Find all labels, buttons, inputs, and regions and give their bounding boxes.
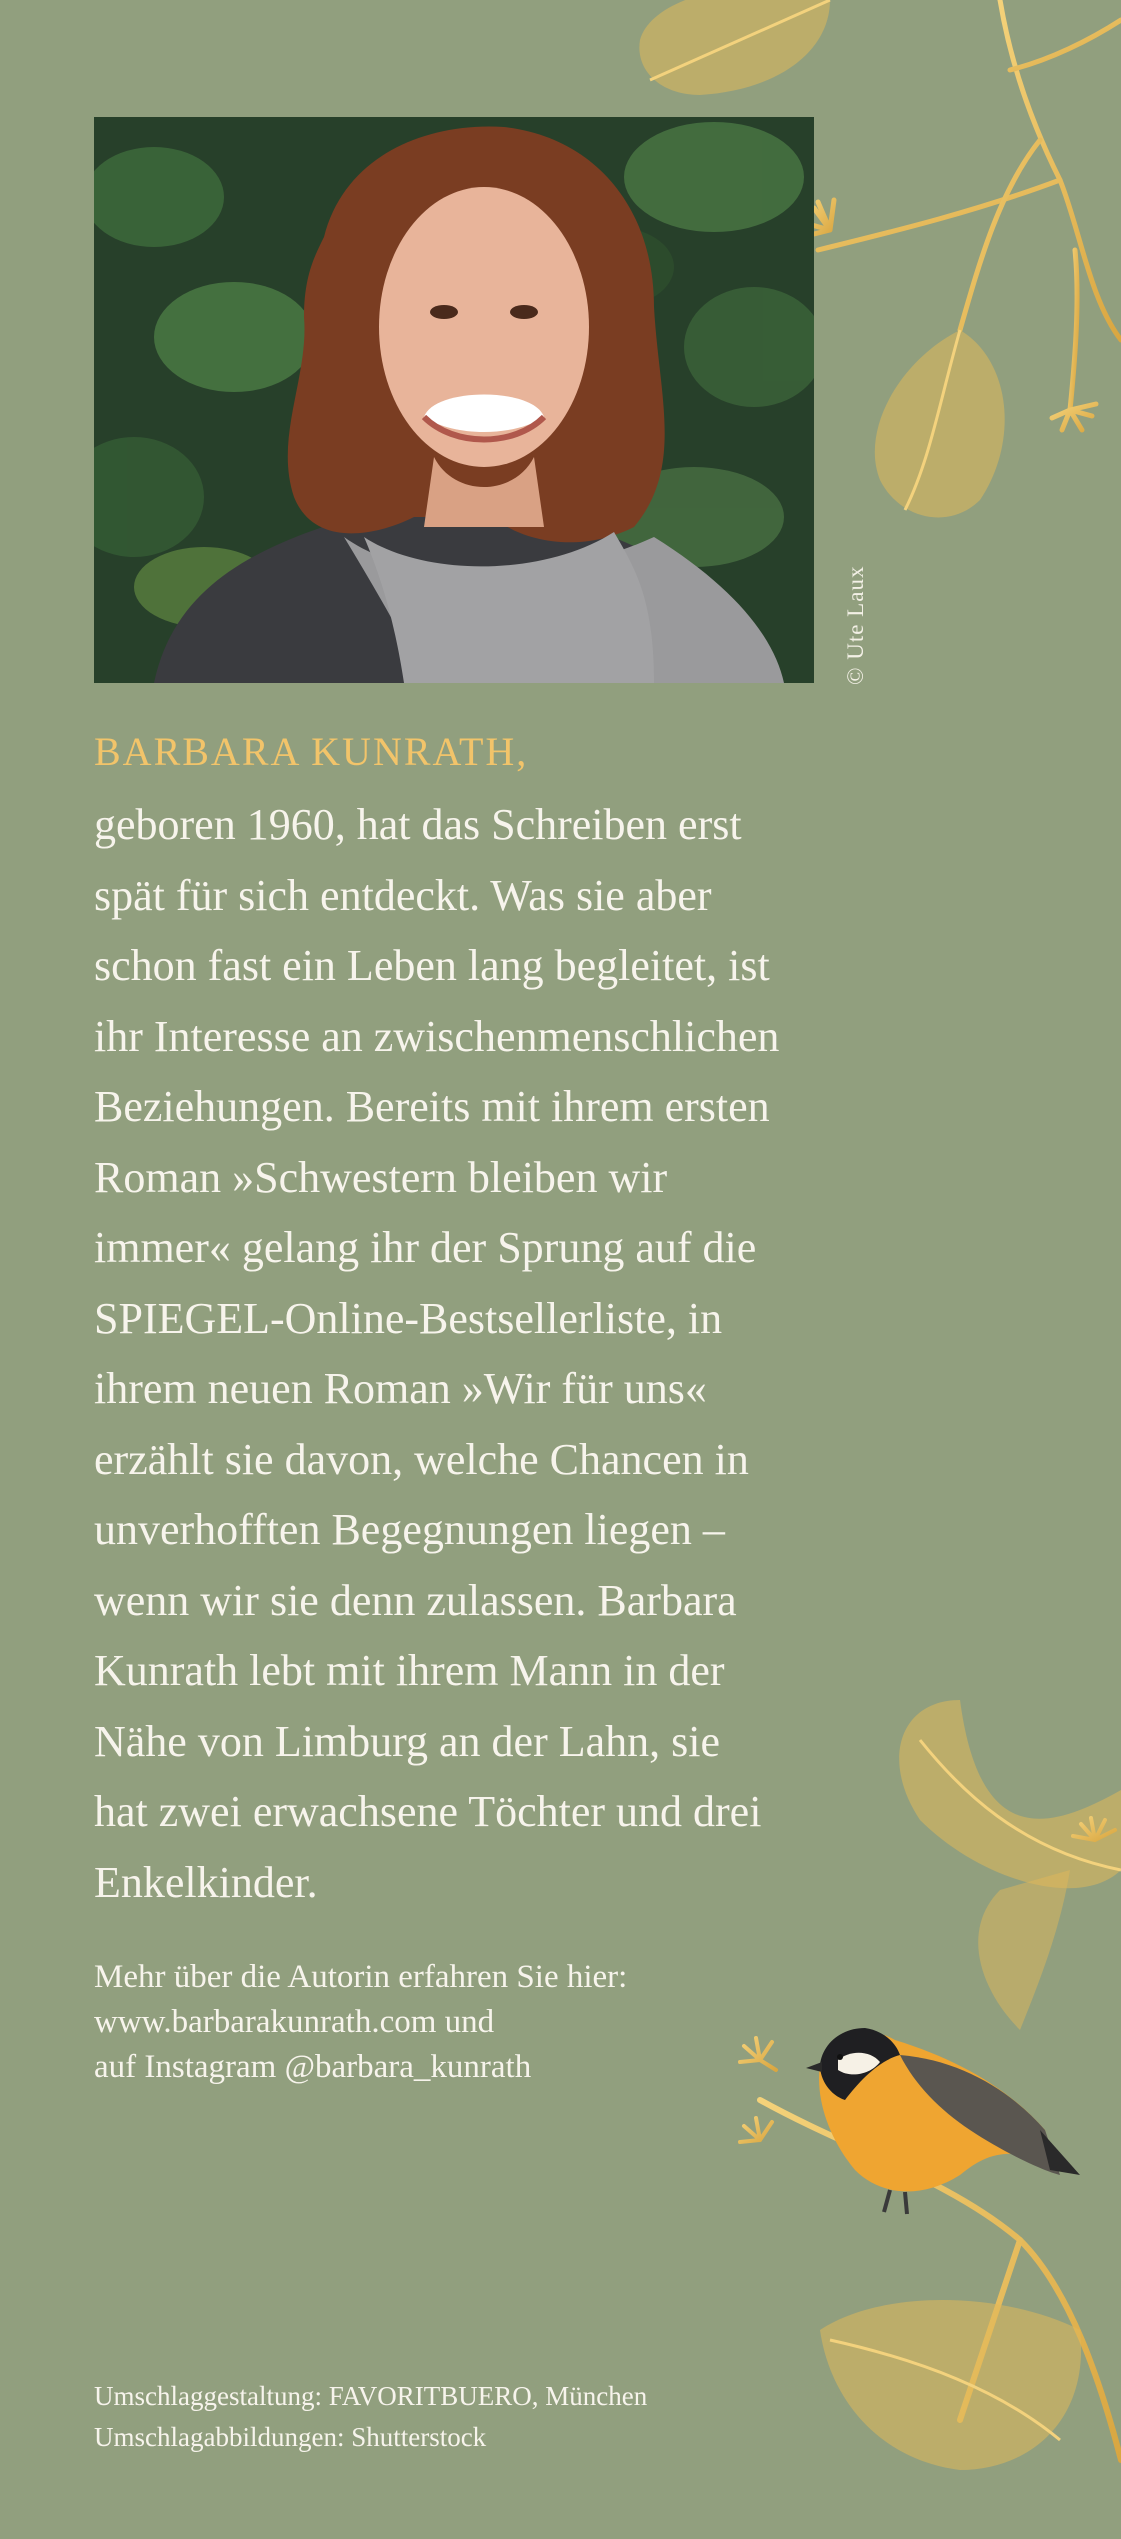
bio-line: Enkelkinder.	[94, 1857, 318, 1907]
bio-line: hat zwei erwachsene Töchter und drei	[94, 1787, 762, 1836]
author-name: BARBARA KUNRATH,	[94, 729, 529, 774]
imprint	[94, 2376, 647, 2458]
bio-line: immer« gelang ihr der Sprung auf die	[94, 1223, 757, 1272]
bio-line: ihrem neuen Roman »Wir für uns«	[94, 1364, 707, 1413]
author-biography	[94, 790, 974, 1918]
bird-icon	[806, 2028, 1080, 2214]
more-info	[94, 1955, 627, 2090]
bio-line: wenn wir sie denn zulassen. Barbara	[94, 1575, 737, 1625]
bio-line: Kunrath lebt mit ihrem Mann in der	[94, 1646, 725, 1695]
bio-line: Roman »Schwestern bleiben wir	[94, 1152, 668, 1202]
more-info-intro: Mehr über die Autorin erfahren Sie hier:	[94, 1959, 628, 1995]
cover-design-credit: Umschlaggestaltung: FAVORITBUERO, München	[94, 2381, 648, 2411]
gold-branch-icon	[760, 2100, 1121, 2460]
photo-credit: © Ute Laux	[843, 565, 868, 685]
instagram-handle[interactable]: auf Instagram @barbara_kunrath	[94, 2049, 532, 2085]
bio-line: Nähe von Limburg an der Lahn, sie	[94, 1716, 721, 1766]
cover-images-credit: Umschlagabbildungen: Shutterstock	[94, 2422, 487, 2452]
bio-line: spät für sich entdeckt. Was sie aber	[94, 870, 712, 920]
author-photo	[94, 117, 814, 683]
gold-branch-icon	[806, 0, 1121, 430]
bio-line: SPIEGEL-Online-Bestsellerliste, in	[94, 1293, 723, 1343]
bio-line: geboren 1960, hat das Schreiben erst	[94, 800, 742, 849]
website-link[interactable]: www.barbarakunrath.com und	[94, 2004, 495, 2040]
gold-leaf-icon	[820, 2300, 1081, 2470]
bio-line: unverhofften Begegnungen liegen –	[94, 1505, 725, 1554]
bio-line: erzählt sie davon, welche Chancen in	[94, 1434, 749, 1484]
gold-leaf-icon	[875, 330, 1005, 517]
gold-leaf-icon	[639, 0, 830, 95]
bio-line: schon fast ein Leben lang begleitet, ist	[94, 941, 770, 990]
bio-line: ihr Interesse an zwischenmenschlichen	[94, 1011, 780, 1061]
bio-line: Beziehungen. Bereits mit ihrem ersten	[94, 1082, 770, 1131]
